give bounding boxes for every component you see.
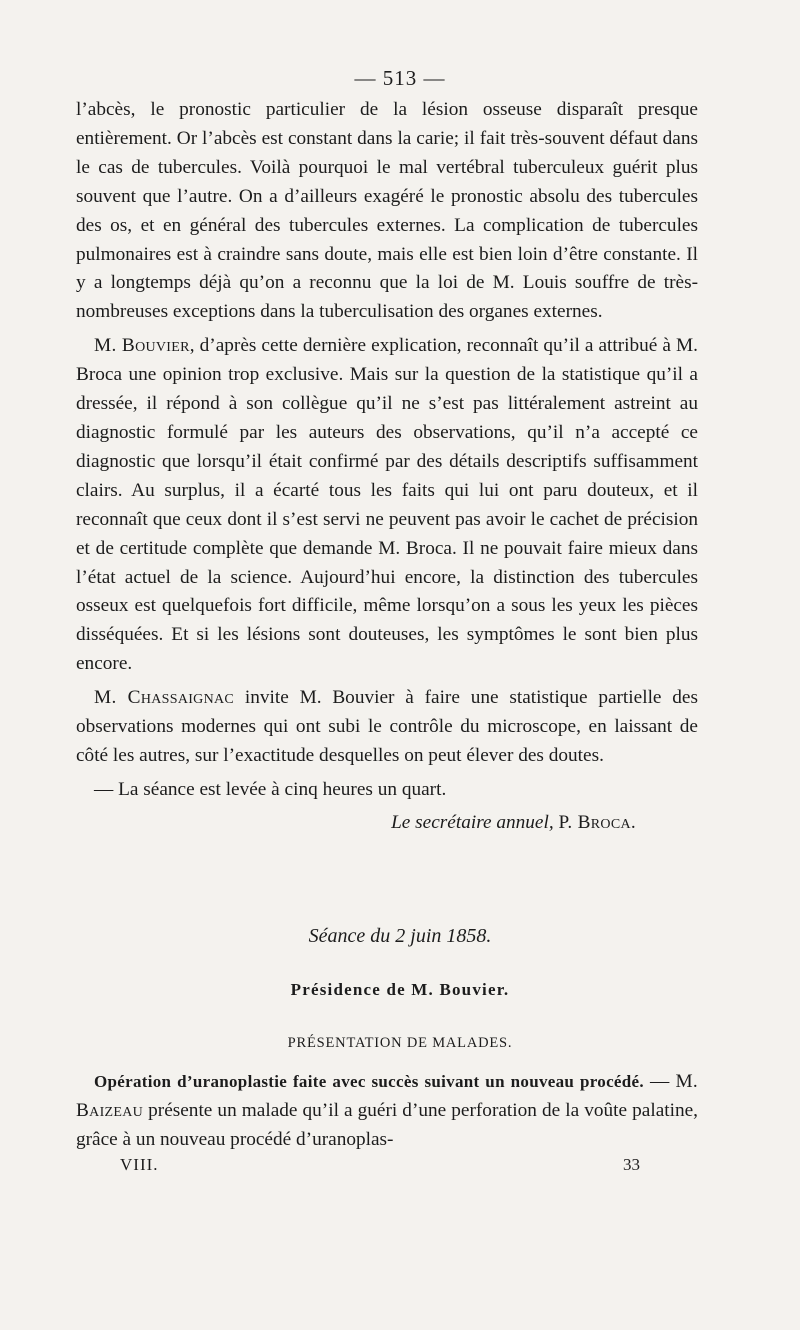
sheet-number: 33 <box>623 1155 640 1174</box>
signature: Le secrétaire annuel, P. Broca. <box>391 811 636 833</box>
main-text <box>76 96 698 838</box>
speaker-chassaignac: M. Chassaignac <box>94 687 235 709</box>
speaker-baizeau: M. Baizeau <box>76 1071 699 1121</box>
signature-role: Le secrétaire annuel <box>391 811 549 833</box>
signature-mark: VIII. <box>120 1155 159 1174</box>
page-number: — 513 — <box>354 66 446 90</box>
closing-line: — La séance est levée à cinq heures un quart. <box>94 778 447 800</box>
operation-title: Opération d’uranoplastie faite avec succès suivant un nouveau procédé. <box>94 1072 644 1091</box>
presentation-heading: PRÉSENTATION DE MALADES. <box>287 1035 513 1051</box>
operation-paragraph <box>76 1068 698 1155</box>
seance-heading: Séance du 2 juin 1858. <box>308 925 492 947</box>
signature-name: P. Broca. <box>558 811 636 833</box>
speaker-bouvier: M. Bouvier <box>94 335 190 357</box>
operation-text: présente un malade qu’il a guéri d’une perforation de la voûte palatine, grâce à un nouveau procédé d’uranoplas- <box>76 1099 698 1150</box>
chassaignac-text: invite M. Bouvier à faire une statistique partielle des observations modernes qui ont subi le contrôle du microscope, en laissant de côté les autres, sur l’exactitude desquelles on peut élever des doutes. <box>76 687 698 766</box>
paragraph-bouvier <box>76 332 698 679</box>
presidence-heading: Présidence de M. Bouvier. <box>290 980 510 999</box>
page-footer <box>120 1155 640 1175</box>
operation-dash: — <box>643 1071 676 1092</box>
paragraph-chassaignac <box>76 684 698 771</box>
bouvier-text: , d’après cette dernière explication, reconnaît qu’il a attribué à M. Broca une opinion trop exclusive. Mais sur la question de la statistique qu’il a dressée, il répond à son collègue qu’il ne s’est pas littéralement astreint au diagnostic formulé par les auteurs des observations, qu’il n’a accepté ce diagnostic que lorsqu’il était confirmé par des détails descriptifs suffisamment clairs. Au surplus, il a écarté tous les faits qui lui ont paru douteux, et il reconnaît que ceux dont il s’est servi ne peuvent pas avoir le cachet de précision et de certitude complète que demande M. Broca. Il ne pouvait faire mieux dans l’état actuel de la science. Aujourd’hui encore, la distinction des tubercules osseux est quelquefois fort difficile, même lorsqu’on a sous les yeux les pièces disséquées. Et si les lésions sont douteuses, les symptômes le sont bien plus encore. <box>76 335 698 675</box>
paragraph-pronostic: l’abcès, le pronostic particulier de la lésion osseuse disparaît presque entièrement. Or l’abcès est constant dans la carie; il fait très-souvent défaut dans le cas de tubercules. Voilà pourquoi le mal vertébral tuberculeux guérit plus souvent que l’autre. On a d’ailleurs exagéré le pronostic absolu des tubercules des os, et en général des tubercules externes. La complication de tubercules pulmonaires est à craindre sans doute, mais elle est bien loin d’être constante. Il y a longtemps déjà qu’on a reconnu que la loi de M. Louis souffre de très-nombreuses exceptions dans la tuberculisation des organes externes. <box>76 99 698 323</box>
